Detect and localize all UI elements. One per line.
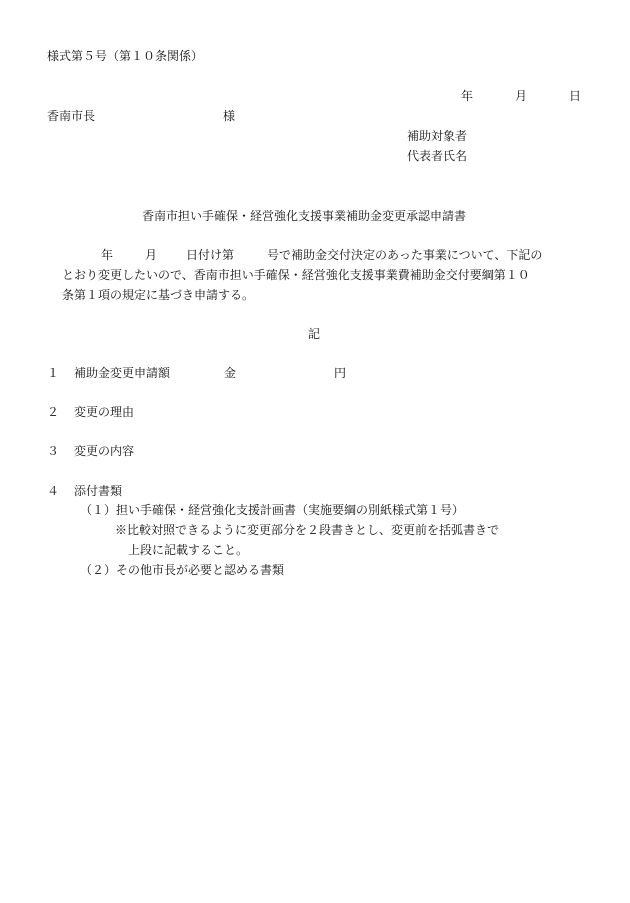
item-1-label: 補助金変更申請額 <box>74 366 171 380</box>
item-1-number: １ <box>47 366 60 380</box>
item-2-number: ２ <box>47 405 60 419</box>
addressee-honorific: 様 <box>223 109 236 123</box>
body-line-2: とおり変更したいので、香南市担い手確保・経営強化支援事業費補助金交付要綱第１０ <box>62 268 530 282</box>
item-4-sub-2: （２）その他市長が必要と認める書類 <box>80 563 285 577</box>
date-year-label: 年 <box>461 89 474 103</box>
item-4-note-line-2: 上段に記載すること。 <box>128 543 249 557</box>
item-4-note-line-1: ※比較対照できるように変更部分を２段書きとし、変更前を括弧書きで <box>115 523 500 537</box>
item-4-number: ４ <box>47 484 60 498</box>
item-1-yen: 円 <box>334 366 347 380</box>
item-4-label: 添付書類 <box>74 484 123 498</box>
item-4-sub-1: （１）担い手確保・経営強化支援計画書（実施要綱の別紙様式第１号） <box>80 503 465 517</box>
body-month: 月 <box>145 248 158 262</box>
item-3-label: 変更の内容 <box>74 444 135 458</box>
ki-heading: 記 <box>308 327 321 341</box>
body-line-1: 号で補助金交付決定のあった事業について、下記の <box>267 248 543 262</box>
date-month-label: 月 <box>515 89 528 103</box>
date-day-label: 日 <box>569 89 582 103</box>
applicant-representative-label: 代表者氏名 <box>407 149 468 163</box>
addressee-name: 香南市長 <box>47 109 96 123</box>
body-date-number: 日付け第 <box>186 248 235 262</box>
item-2-label: 変更の理由 <box>74 405 135 419</box>
item-1-kin: 金 <box>224 366 237 380</box>
form-number: 様式第５号（第１０条関係） <box>47 49 204 63</box>
body-year: 年 <box>101 248 114 262</box>
item-3-number: ３ <box>47 444 60 458</box>
document-title: 香南市担い手確保・経営強化支援事業補助金変更承認申請書 <box>142 209 467 223</box>
body-line-3: 条第１項の規定に基づき申請する。 <box>62 288 255 302</box>
applicant-subject-label: 補助対象者 <box>407 129 468 143</box>
